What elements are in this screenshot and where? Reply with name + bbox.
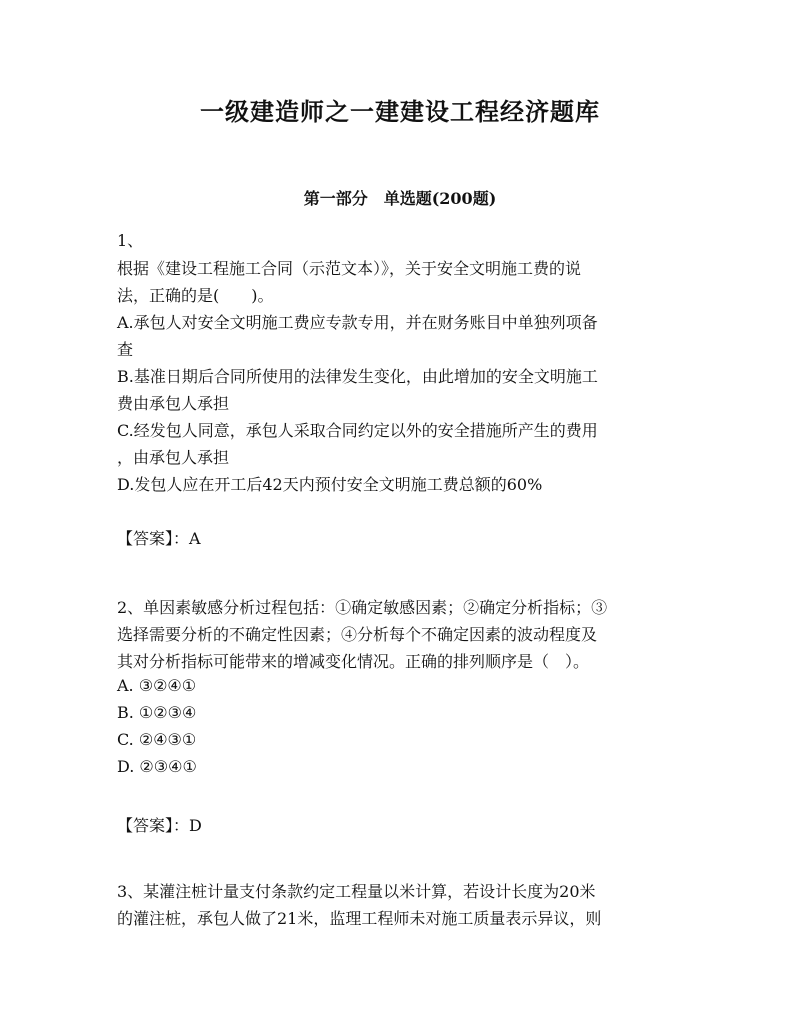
question-2-option-a: A. ③②④① <box>117 676 197 695</box>
question-2-option-d: D. ②③④① <box>117 757 197 776</box>
question-1-option-b-line-1: B.基准日期后合同所使用的法律发生变化，由此增加的安全文明施工 <box>117 367 598 386</box>
question-1-option-c-line-1: C.经发包人同意，承包人采取合同约定以外的安全措施所产生的费用 <box>117 421 598 440</box>
question-2-answer: 【答案】：D <box>117 816 202 835</box>
question-3-stem-line-2: 的灌注桩，承包人做了21米，监理工程师未对施工质量表示异议，则 <box>117 909 602 928</box>
question-1-answer: 【答案】：A <box>117 529 201 548</box>
question-1-option-b-line-2: 费由承包人承担 <box>117 394 230 413</box>
document-title: 一级建造师之一建建设工程经济题库 <box>200 97 600 126</box>
question-1-number: 1、 <box>117 231 144 250</box>
question-3-stem-line-1: 3、某灌注桩计量支付条款约定工程量以米计算，若设计长度为20米 <box>117 882 596 901</box>
question-2-option-c: C. ②④③① <box>117 730 197 749</box>
section-title: 第一部分 单选题(200题) <box>303 189 497 208</box>
question-2-stem-line-1: 2、单因素敏感分析过程包括：①确定敏感因素；②确定分析指标；③ <box>117 598 608 617</box>
question-2-stem-line-3: 其对分析指标可能带来的增减变化情况。正确的排列顺序是（ ）。 <box>117 652 590 671</box>
question-1-option-a-line-1: A.承包人对安全文明施工费应专款专用，并在财务账目中单独列项备 <box>117 313 598 332</box>
question-2-option-b: B. ①②③④ <box>117 703 197 722</box>
question-1-option-d: D.发包人应在开工后42天内预付安全文明施工费总额的60% <box>117 475 543 494</box>
question-1-option-c-line-2: ，由承包人承担 <box>117 448 230 467</box>
question-2-stem-line-2: 选择需要分析的不确定性因素；④分析每个不确定因素的波动程度及 <box>117 625 598 644</box>
question-1-stem-line-2: 法，正确的是( )。 <box>117 286 274 305</box>
question-1-option-a-line-2: 查 <box>117 340 134 359</box>
question-1-stem-line-1: 根据《建设工程施工合同（示范文本）》，关于安全文明施工费的说 <box>117 259 582 278</box>
